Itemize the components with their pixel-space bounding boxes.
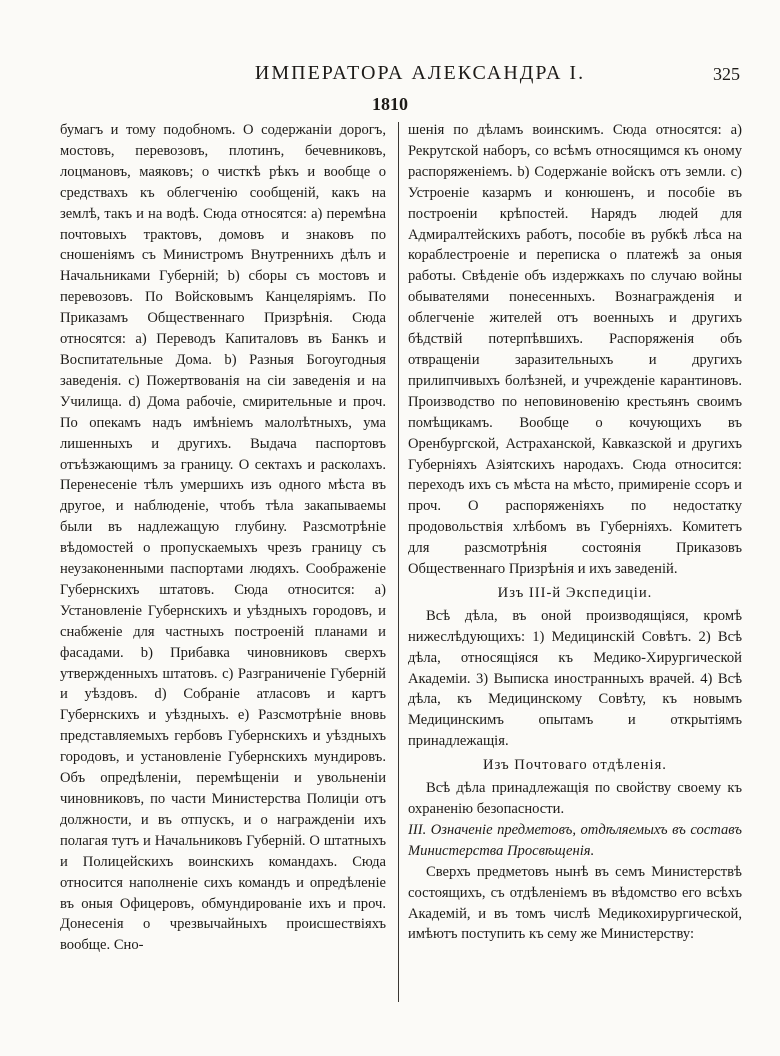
- right-column: [408, 120, 742, 945]
- right-paragraph-3: Всѣ дѣла принадлежащія по свойству своему къ охраненію безопасности.: [408, 780, 742, 817]
- heading-post-department: Изъ Почтоваго отдѣленія.: [483, 757, 667, 774]
- right-paragraph-2: Всѣ дѣла, въ оной производящіяся, кромѣ нижеслѣдующихъ: 1) Медицинскій Совѣтъ. 2) Всѣ дѣла, относящіяся къ Медико-Хирургической Академіи. 3) Выписка иностранныхъ врачей. 4) Всѣ дѣла, къ Медицинскому Совѣту, къ новымъ Медицинскимъ опытамъ и открытіямъ принадлежащія.: [408, 607, 742, 750]
- heading-third-expedition: Изъ III-й Экспедиціи.: [497, 584, 653, 601]
- left-column-text: бумагъ и тому подобномъ. О содержаніи дорогъ, мостовъ, перевозовъ, плотинъ, бечевниковъ, лоцмановъ, маяковъ; о чисткѣ рѣкъ и вообще о средствахъ къ облегченію сообщеній, какъ на землѣ, такъ и на водѣ. Сюда относятся: а) перемѣна почтовыхъ трактовъ, домовъ и знаковъ по сношеніямъ съ Министромъ Внутреннихъ дѣлъ и Начальниками Губерній; b) сборы съ мостовъ и перевозовъ. По Войсковымъ Канцеляріямъ. По Приказамъ Общественнаго Призрѣнія. Сюда относятся: а) Переводъ Капиталовъ въ Банкъ и Воспитательные Дома. b) Разныя Богоугодныя заведенія. c) Пожертвованія на сіи заведенія и на Училища. d) Дома рабочіе, смирительные и проч. По опекамъ надъ имѣніемъ малолѣтныхъ, ума лишенныхъ и другихъ. Выдача паспортовъ отъѣзжающимъ за границу. О сектахъ и расколахъ. Перенесеніе тѣлъ умершихъ изъ одного мѣста въ другое, и наблюденіе, чтобъ тѣла закапываемы были въ надлежащую глубину. Разсмотрѣніе вѣдомостей о пропускаемыхъ чрезъ границу съ неузаконенными паспортами людяхъ. Соображеніе Губернскихъ штатовъ. Сюда относится: а) Установленіе Губернскихъ и уѣздныхъ городовъ, и снабженіе для частныхъ построеній планами и фасадами. b) Прибавка чиновниковъ сверхъ утвержденныхъ штатовъ. c) Разграниченіе Губерній и уѣздовъ. d) Собраніе атласовъ и картъ Губернскихъ и уѣздныхъ. e) Разсмотрѣніе вновь представляемыхъ гербовъ Губернскихъ и уѣздныхъ городовъ, и установленіе Губернскихъ мундировъ. Объ опредѣленіи, перемѣщеніи и увольненіи чиновниковъ, по части Министерства Полиціи отъ должности, и въ отпускъ, и о награжденіи ихъ полагая тутъ и Начальниковъ Губерній. О штатныхъ и Полицейскихъ воинскихъ командахъ. Сюда относится наполненіе сихъ командъ и опредѣленіе въ оныя Офицеровъ, обмундированіе ихъ и проч. Донесенія о чрезвычайныхъ происшествіяхъ вообще. Сно-: [60, 122, 386, 954]
- running-head: [60, 62, 740, 90]
- year-heading: 1810: [372, 94, 408, 114]
- running-title: ИМПЕРАТОРА АЛЕКСАНДРА I.: [254, 62, 586, 84]
- right-paragraph-1: шенія по дѣламъ воинскимъ. Сюда относятся: а) Рекрутской наборъ, со всѣмъ относящимся къ оному распоряженіемъ. b) Содержаніе войскъ отъ земли. c) Устроеніе казармъ и конюшенъ, и пособіе въ построеніи крѣпостей. Нарядъ людей для Адмиралтейскихъ работъ, пособіе въ рубкѣ лѣса на кораблестроеніе и переписка о платежѣ за оныя работы. Свѣденіе объ издержкахъ по случаю войны обывателями понесенныхъ. Вознагражденія и облегченіе жителей отъ военныхъ и другихъ бѣдствій потерпѣвшихъ. Распоряженія объ отвращеніи заразительныхъ и другихъ прилипчивыхъ болѣзней, и учрежденіе карантиновъ. Производство по неповиновенію крестьянъ своимъ помѣщикамъ. Вообще о кочующихъ въ Оренбургской, Астраханской, Кавказской и другихъ Губерніяхъ Азіятскихъ народахъ. Сюда относится: переходъ ихъ съ мѣста на мѣсто, примиреніе ссоръ и проч. О распоряженіяхъ по недостатку продовольствія хлѣбомъ въ Губерніяхъ. Комитетъ для разсмотрѣнія состоянія Приказовъ Общественнаго Призрѣнія и ихъ заведеній.: [408, 122, 742, 578]
- right-paragraph-4: Сверхъ предметовъ нынѣ въ семъ Министерствѣ состоящихъ, съ отдѣленіемъ въ вѣдомство его всѣхъ Академій, и въ томъ числѣ Медикохирургической, имѣютъ поступить къ сему же Министерству:: [408, 863, 742, 943]
- section-title-ministry-education: III. Означеніе предметовъ, отдѣляемыхъ въ составъ Министерства Просвѣщенія.: [408, 821, 742, 859]
- page-number: 325: [713, 64, 740, 84]
- column-divider: [398, 122, 399, 1002]
- left-column: [60, 120, 386, 956]
